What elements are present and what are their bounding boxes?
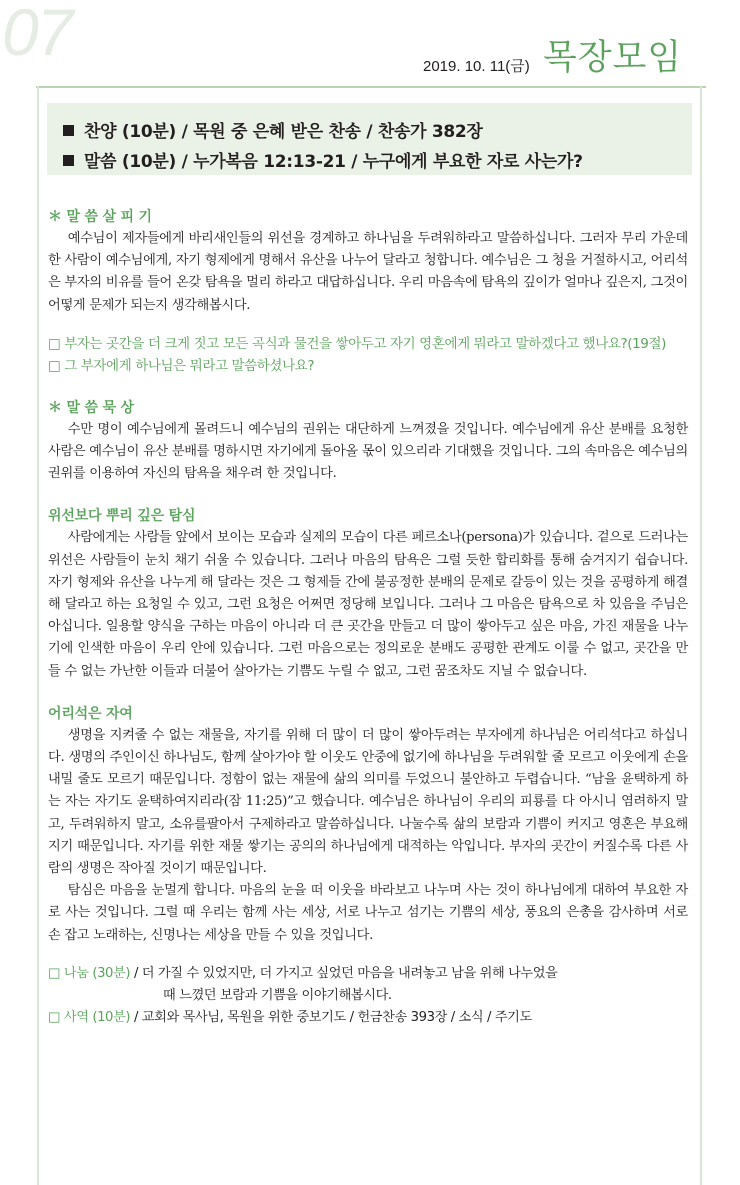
page-title: 목장모임 [543,38,683,78]
header-divider [36,86,706,88]
summary-praise [63,117,483,142]
section-body-foolish-2: 탐심은 마음을 눈멀게 합니다. 마음의 눈을 떠 이웃을 바라보고 나누며 사는 것이 하나님에게 대하여 부요한 자로 사는 것입니다. 그럴 때 우리는 함께 사는 세상, 서로 나누고 섬기는 기쁨의 세상, 풍요의 은총을 감사하며 서로 손 잡고 노래하는, 신명나는 세상을 만들 수 있을 것입니다. [48,883,688,943]
square-bullet-icon [63,155,74,166]
question-2: □ 그 부자에게 하나님은 뭐라고 말씀하셨나요? [48,357,315,374]
question-1: □ 부자는 곳간을 더 크게 짓고 모든 곡식과 물건을 쌓아두고 자기 영혼에게 뭐라고 말하겠다고 했나요?(19절) [48,335,666,352]
page-number: 07 [2,0,72,69]
left-border [37,86,39,1185]
square-bullet-icon [63,125,74,136]
sharing-text-continued: 때 느꼈던 보람과 기쁨을 이야기해봅시다. [163,987,392,1003]
activity-ministry [48,1007,688,1029]
sharing-label: □ 나눔 (30분) [48,965,131,981]
sharing-text: / 더 가질 수 있었지만, 더 가지고 싶었던 마음을 내려놓고 남을 위해 나누었을 [133,965,558,981]
section-body-greed: 사람에게는 사람들 앞에서 보이는 모습과 실제의 모습이 다른 페르소나(persona)가 있습니다. 겉으로 드러나는 위선은 사람들이 눈치 채기 쉬울 수 있습니다. 그러나 마음의 탐욕은 그럴 듯한 합리화를 통해 숨겨지기 쉽습니다. 자기 형제와 유산을 나누게 해 달라는 것은 그 형제들 간에 불공정한 분배의 문제로 갈등이 있는 것을 공평하게 해결해 달라고 하는 요청일 수 있고, 그런 요청은 어쩌면 정당해 보입니다. 그러나 그 마음은 탐욕으로 차 있음을 주님은 아십니다. 일용할 양식을 구하는 마음이 아니라 더 큰 곳간을 만들고 더 많이 쌓아두고 싶은 마음, 가진 재물을 나누기에 인색한 마음이 우리 안에 있습니다. 그런 마음으로는 정의로운 분배도 공평한 관계도 이룰 수 없고, 곳간을 만들 수 없는 가난한 이들과 더불어 살아가는 기쁨도 누릴 수 없고, 그런 꿈조차도 지닐 수 없습니다. [48,530,688,679]
summary-word-text: 말씀 (10분) / 누가복음 12:13-21 / 누구에게 부요한 자로 사는가? [84,152,583,172]
section-body-meditate: 수만 명이 예수님에게 몰려드니 예수님의 권위는 대단하게 느껴졌을 것입니다. 예수님에게 유산 분배를 요청한 사람은 예수님이 유산 분배를 명하시면 자기에게 돌아올 몫이 있으리라 기대했을 것입니다. 그의 속마음은 예수님의 권위를 이용하여 자신의 탐욕을 채우려 한 것입니다. [48,421,688,482]
summary-word [63,147,583,172]
section-heading-meditate: ＊ 말 씀 묵 상 [48,399,134,416]
section-body-observe: 예수님이 제자들에게 바리새인들의 위선을 경계하고 하나님을 두려워하라고 말씀하십니다. 그러자 무리 가운데 한 사람이 예수님에게, 자기 형제에게 명해서 유산을 나누어 달라고 청합니다. 예수님은 그 청을 거절하시고, 어리석은 부자의 비유를 들어 온갖 탐욕을 멀리 하라고 대답하십니다. 우리 마음속에 탐욕의 깊이가 얼마나 깊은지, 그것이 어떻게 문제가 되는지 생각해봅시다. [48,231,688,313]
section-heading-greed: 위선보다 뿌리 깊은 탐심 [48,508,196,525]
right-border [700,86,702,1185]
summary-box [47,103,692,175]
meeting-date: 2019. 10. 11(금) [423,58,530,75]
section-heading-foolish: 어리석은 자여 [48,705,133,722]
summary-praise-text: 찬양 (10분) / 목원 중 은혜 받은 찬송 / 찬송가 382장 [84,122,483,142]
ministry-text: / 교회와 목사님, 목원을 위한 중보기도 / 헌금찬송 393장 / 소식 / 주기도 [133,1009,532,1025]
activity-sharing [48,963,688,1007]
ministry-label: □ 사역 (10분) [48,1009,131,1025]
main-content [48,206,688,1029]
section-body-foolish-1: 생명을 지켜줄 수 없는 재물을, 자기를 위해 더 많이 더 많이 쌓아두려는 부자에게 하나님은 어리석다고 하십니다. 생명의 주인이신 하나님도, 함께 살아가야 할 이웃도 안중에 없기에 하나님을 두려워할 줄 모르고 이웃에게 손을 내밀 줄도 모르기 때문입니다. 정함이 없는 재물에 삶의 의미를 두었으니 불안하고 두렵습니다. “남을 윤택하게 하는 자는 자기도 윤택하여지리라(잠 11:25)”고 했습니다. 예수님은 하나님이 우리의 피룡를 다 아시니 염려하지 말고, 두려워하지 말고, 소유를팔아서 구제하라고 말씀하십니다. 나눌수록 삶의 보람과 기쁨이 커지고 영혼은 부요해지기 때문입니다. 자기를 위한 재물 쌓기는 공의의 하나님에게 대적하는 악입니다. 부자의 곳간이 커질수록 다른 사람의 생명은 작아질 것이기 때문입니다. [48,727,688,877]
section-heading-observe: ＊ 말 씀 살 피 기 [48,209,152,225]
